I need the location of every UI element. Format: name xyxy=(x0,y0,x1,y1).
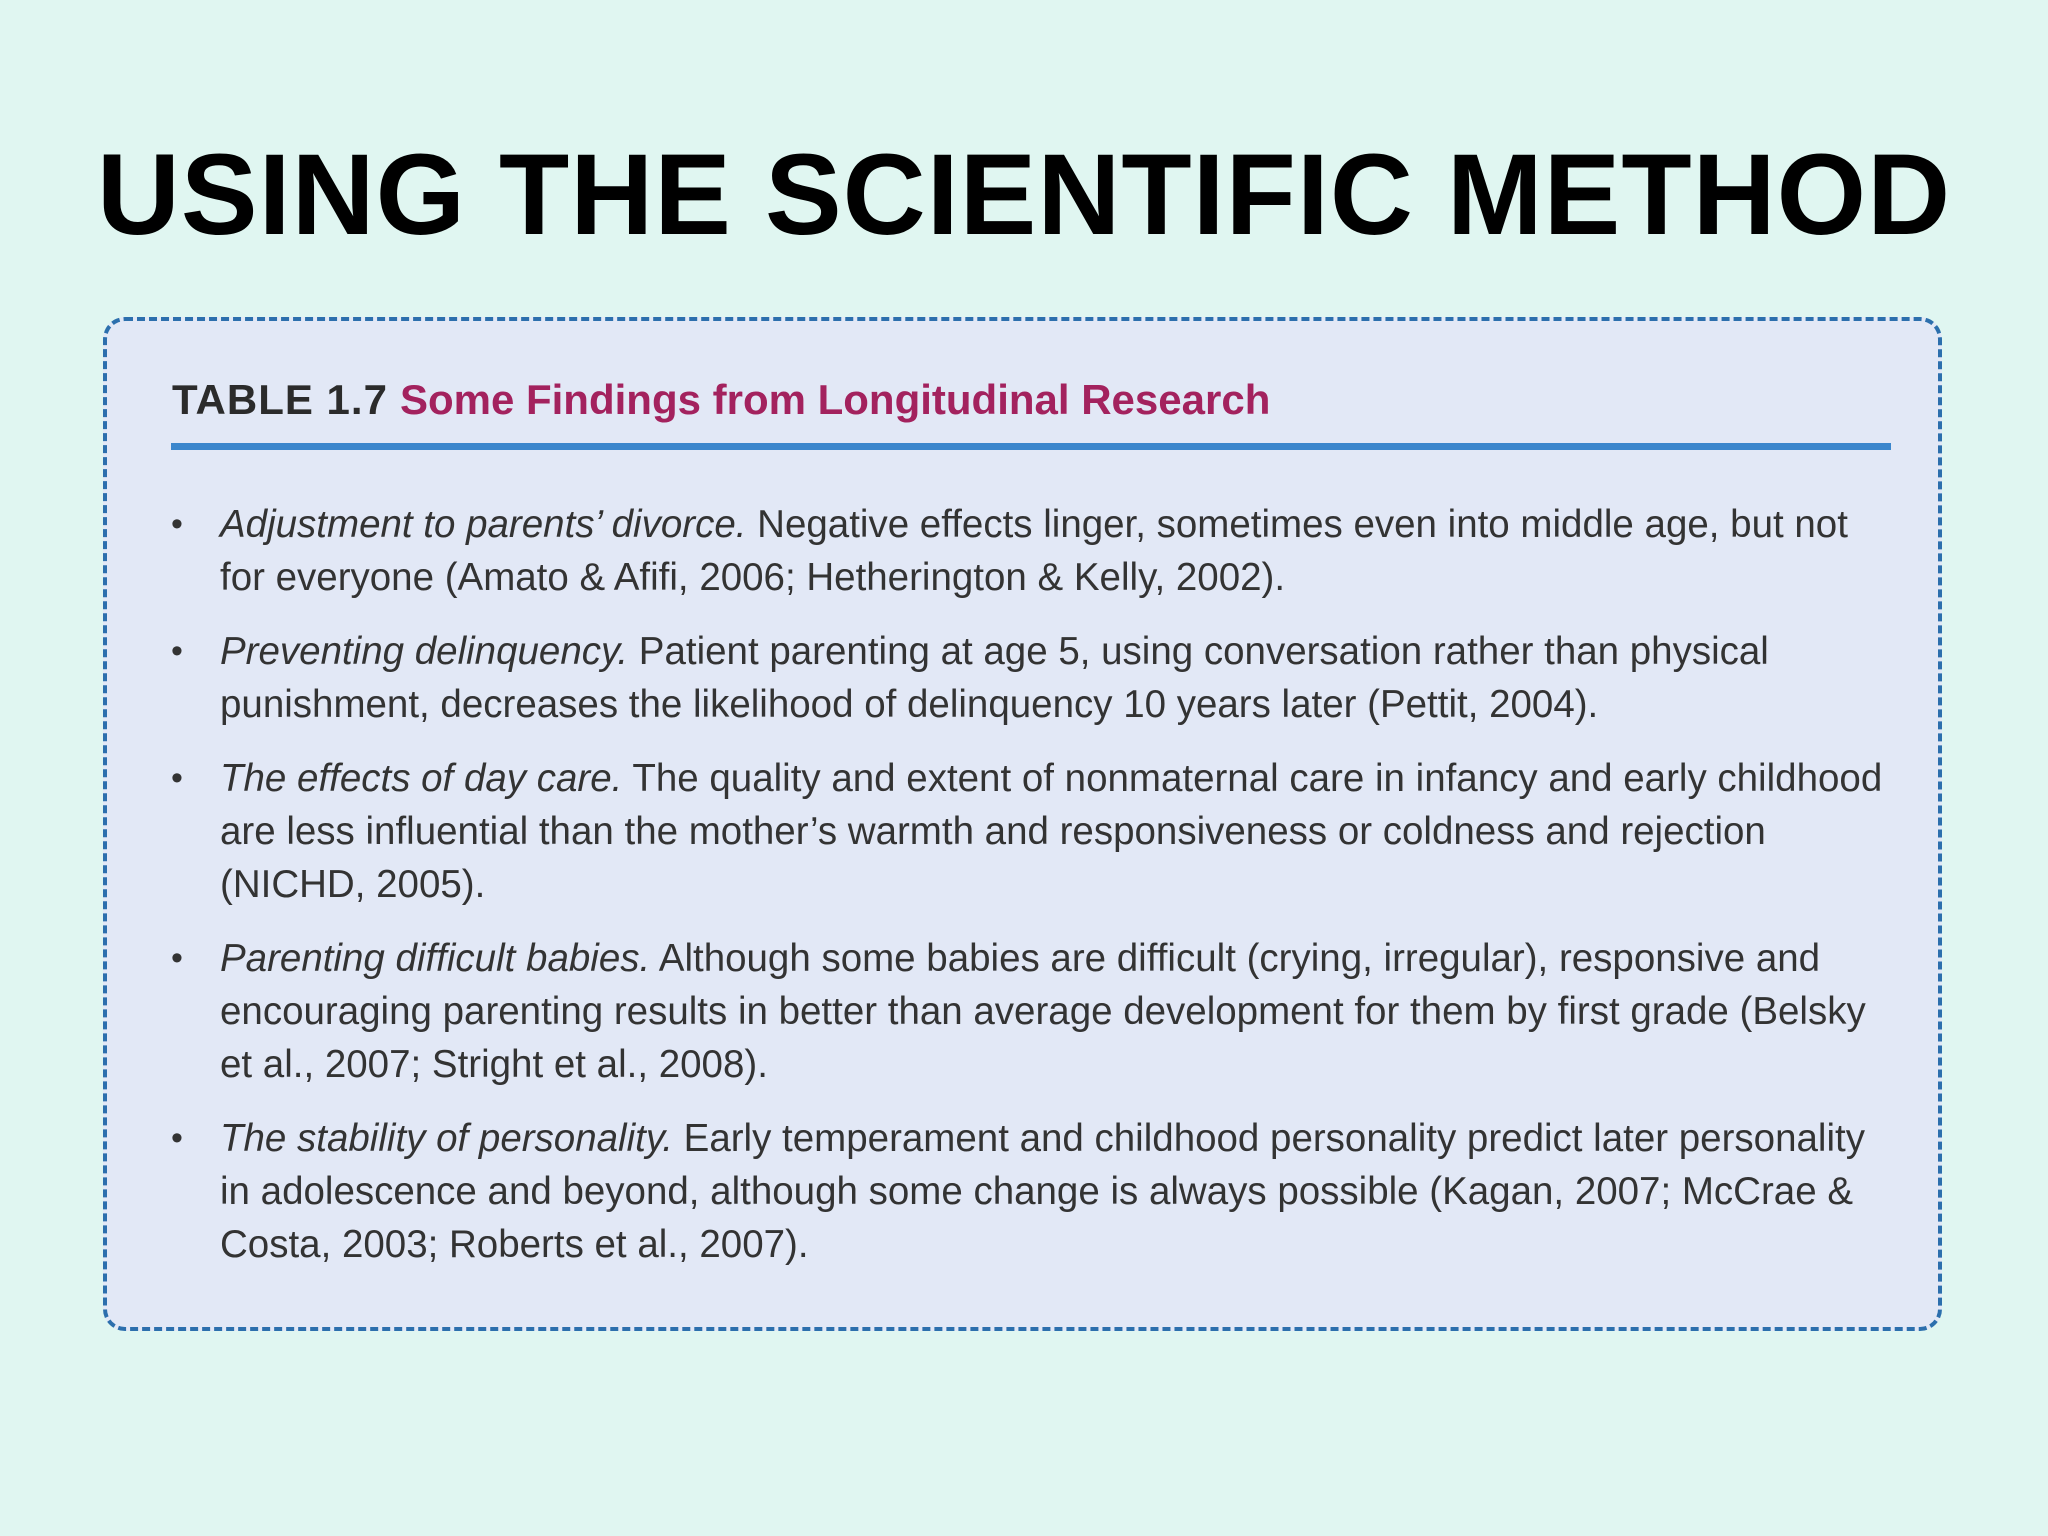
table-label: TABLE 1.7 xyxy=(172,376,388,423)
finding-lead: Preventing delinquency. xyxy=(220,630,629,673)
finding-text: Patient parenting at age 5, using conversation rather than physical punishment, decreases the likelihood of delinquency 10 years later (Pettit, 2004). xyxy=(220,630,1769,726)
slide-title: USING THE SCIENTIFIC METHOD xyxy=(96,131,1952,259)
finding-lead: Adjustment to parents’ divorce. xyxy=(220,503,747,546)
table-divider xyxy=(171,443,1891,450)
bullet-icon: • xyxy=(171,939,183,977)
table-heading xyxy=(172,373,1892,427)
finding-text: Negative effects linger, sometimes even into middle age, but not for everyone (Amato & Afifi, 2006; Hetherington & Kelly, 2002). xyxy=(220,503,1848,599)
bullet-icon: • xyxy=(171,632,183,670)
table-title: Some Findings from Longitudinal Research xyxy=(399,376,1271,423)
table-box xyxy=(103,317,1942,1331)
bullet-icon: • xyxy=(171,759,183,797)
finding-lead: The stability of personality. xyxy=(220,1117,673,1160)
finding-lead: Parenting difficult babies. xyxy=(220,937,651,980)
finding-item-difficult-babies xyxy=(171,932,1901,1091)
finding-text: Early temperament and childhood personality predict later personality in adolescence and beyond, although some change is always possible (Kagan, 2007; McCrae & Costa, 2003; Roberts et al., 2007). xyxy=(220,1117,1865,1266)
finding-lead: The effects of day care. xyxy=(220,757,623,800)
finding-item-personality xyxy=(171,1112,1901,1271)
finding-item-delinquency xyxy=(171,625,1901,731)
finding-text: The quality and extent of nonmaternal care in infancy and early childhood are less influential than the mother’s warmth and responsiveness or coldness and rejection (NICHD, 2005). xyxy=(220,757,1883,906)
bullet-icon: • xyxy=(171,1119,183,1157)
finding-text: Although some babies are difficult (crying, irregular), responsive and encouraging parenting results in better than average development for them by first grade (Belsky et al., 2007; Stright et al., 2008). xyxy=(220,937,1866,1086)
bullet-icon: • xyxy=(171,505,183,543)
finding-item-day-care xyxy=(171,752,1901,911)
finding-item-divorce xyxy=(171,498,1901,604)
findings-list xyxy=(171,498,1901,1292)
